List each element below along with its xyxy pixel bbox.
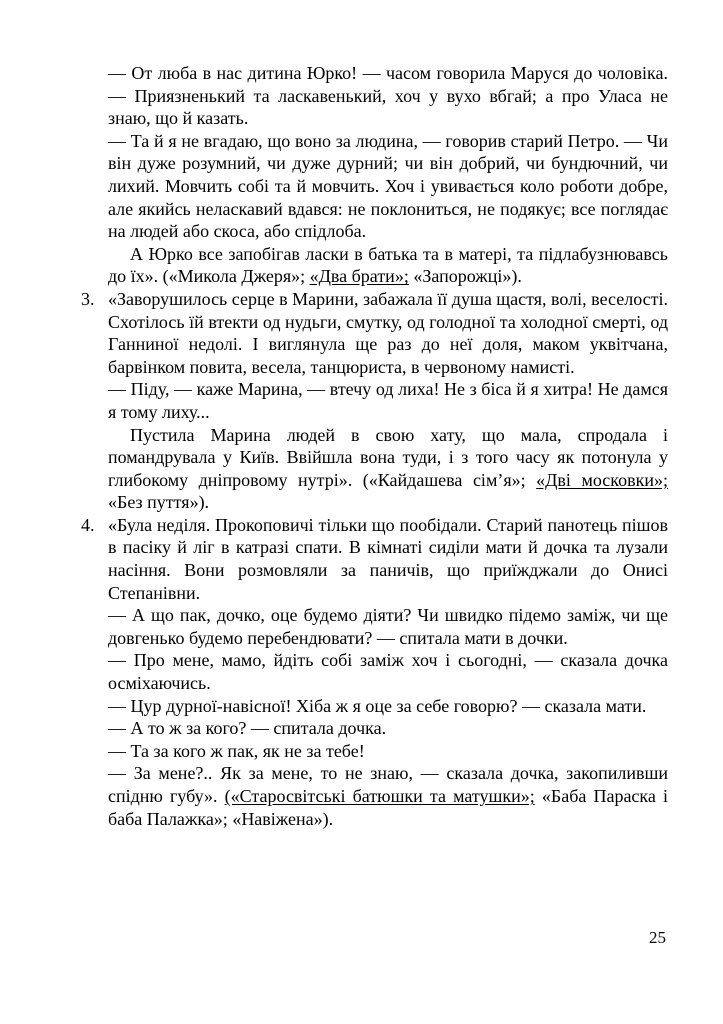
page-body	[81, 62, 668, 830]
list-number: 3.	[81, 288, 95, 309]
page-number: 25	[649, 928, 666, 947]
paragraph: — Піду, — каже Марина, — втечу од лиха! Не з біса й я хитра! Не дамся я тому лиху...	[108, 379, 668, 422]
paragraph: — А то ж за кого? — спитала дочка.	[108, 718, 387, 739]
paragraph	[108, 762, 668, 830]
paragraph-text: А Юрко все запобігав ласки в батька та в матері, та підлабузнювавсь до їх». («Микола Джеря»;	[108, 243, 668, 287]
paragraph-text: «Баба Параска і баба Палажка»; «Навіжена»).	[108, 786, 668, 829]
paragraph	[108, 424, 668, 514]
list-item-3	[81, 288, 668, 514]
paragraph-text: «Без пуття»).	[108, 492, 210, 513]
paragraph: — Про мене, мамо, йдіть собі заміж хоч і сьогодні, — сказала дочка осміхаючись.	[108, 650, 668, 694]
paragraph: — Та й я не вгадаю, що воно за людина, — говорив старий Петро. — Чи він дуже розумний, чи дуже дурний; чи він добрий, чи бундючний, чи лихий. Мовчить собі та й мовчить. Хоч і увивається коло роботи добре, але якийсь неласкавий вдався: не поклониться, не подякує; все поглядає на людей або скоса, або спідлоба.	[108, 130, 668, 242]
paragraph-text: «Запорожці»).	[408, 266, 522, 287]
paragraph: — От люба в нас дитина Юрко! — часом говорила Маруся до чоловіка. — Приязненький та ласкавенький, хоч у вухо вбгай; а про Уласа не знаю, що й казать.	[108, 63, 668, 129]
paragraph: «Була неділя. Прокоповичі тільки що пообідали. Старий панотець пішов в пасіку й ліг в катразі спати. В кімнаті сиділи мати й дочка та лузали насіння. Вони розмовляли за паничів, що приїжджали до Онисі Степанівни.	[108, 514, 668, 603]
paragraph-text: Пустила Марина людей в свою хату, що мала, спродала і помандрувала у Київ. Ввійшла вона туди, і з того часу як потонула у глибокому дніпровому нутрі». («Кайдашева сім’я»;	[108, 424, 668, 490]
paragraph: «Заворушилось серце в Марини, забажала її душа щастя, волі, веселості. Схотілось їй втекти од нудьги, смутку, од голодної та холодної смерті, од Ганниної недолі. І виглянула ще раз до неї доля, маком уквітчана, барвінком повита, весела, танцюриста, в червоному намисті.	[108, 288, 668, 377]
paragraph-text: — За мене?.. Як за мене, то не знаю, — сказала дочка, закопиливши спідню губу».	[108, 763, 668, 806]
paragraph: — Та за кого ж пак, як не за тебе!	[108, 740, 365, 761]
underlined-title: «Дві московки»;	[536, 469, 668, 490]
paragraph	[108, 243, 668, 288]
paragraph: — А що пак, дочко, оце будемо діяти? Чи швидко підемо заміж, чи ще довгенько будемо перебендювати? — спитала мати в дочки.	[108, 605, 668, 648]
underlined-title: («Старосвітські батюшки та матушки»;	[224, 786, 535, 806]
list-number: 4.	[81, 514, 95, 535]
paragraph: — Цур дурної-навісної! Хіба ж я оце за себе говорю? — сказала мати.	[108, 695, 647, 716]
underlined-title: «Два брати»;	[309, 266, 409, 287]
list-item-4	[81, 514, 668, 830]
